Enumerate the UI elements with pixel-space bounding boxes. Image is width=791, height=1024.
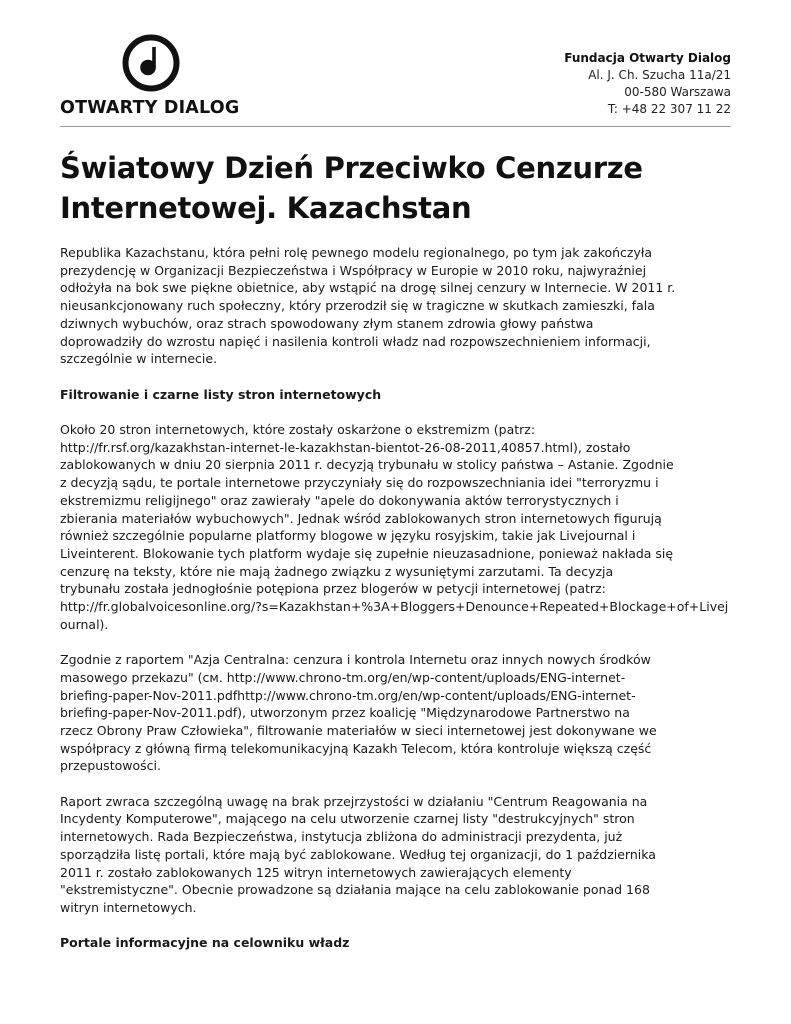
logo-wordmark: OTWARTY DIALOG: [60, 98, 240, 118]
paragraph-report: Zgodnie z raportem "Azja Centralna: cenzura i kontrola Internetu oraz innych nowych środków masowego przekazu" (см. http://www.chrono-tm.org/en/wp-content/uploads/ENG-internet- briefing-paper-Nov-2011.pdfhttp://www.chrono-tm.org/en/wp-content/uploads/ENG-internet- briefing-paper-Nov-2011.pdf), utworzonym przez koalicję "Międzynarodowe Partnerstwo na rzecz Obrony Praw Człowieka", filtrowanie materiałów w sieci internetowej jest dokonywane we współpracy z główną firmą telekomunikacyjną Kazakh Telecom, która kontroluje większą część przepustowości.: [60, 652, 657, 774]
section-heading-news-portals: Portale informacyjne na celowniku władz: [60, 935, 350, 951]
contact-block: [564, 50, 731, 118]
address-city: 00-580 Warszawa: [624, 85, 731, 99]
organization-name: Fundacja Otwarty Dialog: [564, 51, 731, 65]
article-title: Światowy Dzień Przeciwko Cenzurze Internetowej. Kazachstan: [60, 151, 643, 225]
paragraph-blocked-sites: Około 20 stron internetowych, które zostały oskarżone o ekstremizm (patrz: http://fr.rsf.org/kazakhstan-internet-le-kazakhstan-bientot-26-08-2011,40857.html), zostało zablokowanych w dniu 20 sierpnia 2011 r. decyzją trybunału w stolicy państwa – Astanie. Zgodnie z decyzją sądu, te portale internetowe przyczyniały się do rozpowszechniania idei "terroryzmu i ekstremizmu religijnego" oraz zawierały "apele do dokonywania aktów terrorystycznych i zbierania materiałów wybuchowych". Jednak wśród zablokowanych stron internetowych figurują również szczególnie popularne platformy blogowe w języku rosyjskim, takie jak Livejournal i Liveinterent. Blokowanie tych platform wydaje się zupełnie nieuzasadnione, ponieważ nakłada się cenzurę na teksty, które nie mają żadnego związku z wysuniętymi zarzutami. Ta decyzja trybunału została jednogłośnie potępiona przez blogerów w petycji internetowej (patrz: http://fr.globalvoicesonline.org/?s=Kazakhstan+%3A+Bloggers+Denounce+Repeated+Blockage+of+Livej ournal).: [60, 422, 729, 632]
intro-paragraph: Republika Kazachstanu, która pełni rolę pewnego modelu regionalnego, po tym jak zakończyła prezydencję w Organizacji Bezpieczeństwa i Współpracy w Europie w 2010 roku, najwyraźniej odłożyła na bok swe piękne obietnice, aby wstąpić na drogę silnej cenzury w Internecie. W 2011 r. nieusankcjonowany ruch społeczny, który przerodził się w tragiczne w skutkach zamieszki, fala dziwnych wybuchów, oraz strach spowodowany złym stanem zdrowia głowy państwa doprowadziły do wzrostu napięć i nasilenia kontroli władz nad rozpowszechnieniem informacji, szczególnie w internecie.: [60, 245, 676, 367]
phone-number: T: +48 22 307 11 22: [607, 102, 731, 116]
logo: [58, 34, 248, 124]
address-street: Al. J. Ch. Szucha 11a/21: [588, 68, 731, 82]
article-body: [60, 148, 790, 952]
music-note-logo-icon: [122, 34, 180, 92]
section-heading-filtering: Filtrowanie i czarne listy stron internetowych: [60, 386, 382, 402]
paragraph-transparency: Raport zwraca szczególną uwagę na brak przejrzystości w działaniu "Centrum Reagowania na Incydenty Komputerowe", mającego na celu utworzenie czarnej listy "destrukcyjnych" stron internetowych. Rada Bezpieczeństwa, instytucja zbliżona do administracji prezydenta, już sporządziła listę portali, które mają być zablokowane. Według tej organizacji, do 1 października 2011 r. zostało zablokowanych 125 witryn internetowych zawierających elementy "ekstremistyczne". Obecnie prowadzone są działania mające na celu zablokowanie ponad 168 witryn internetowych.: [60, 793, 656, 915]
header-divider: [60, 126, 731, 127]
